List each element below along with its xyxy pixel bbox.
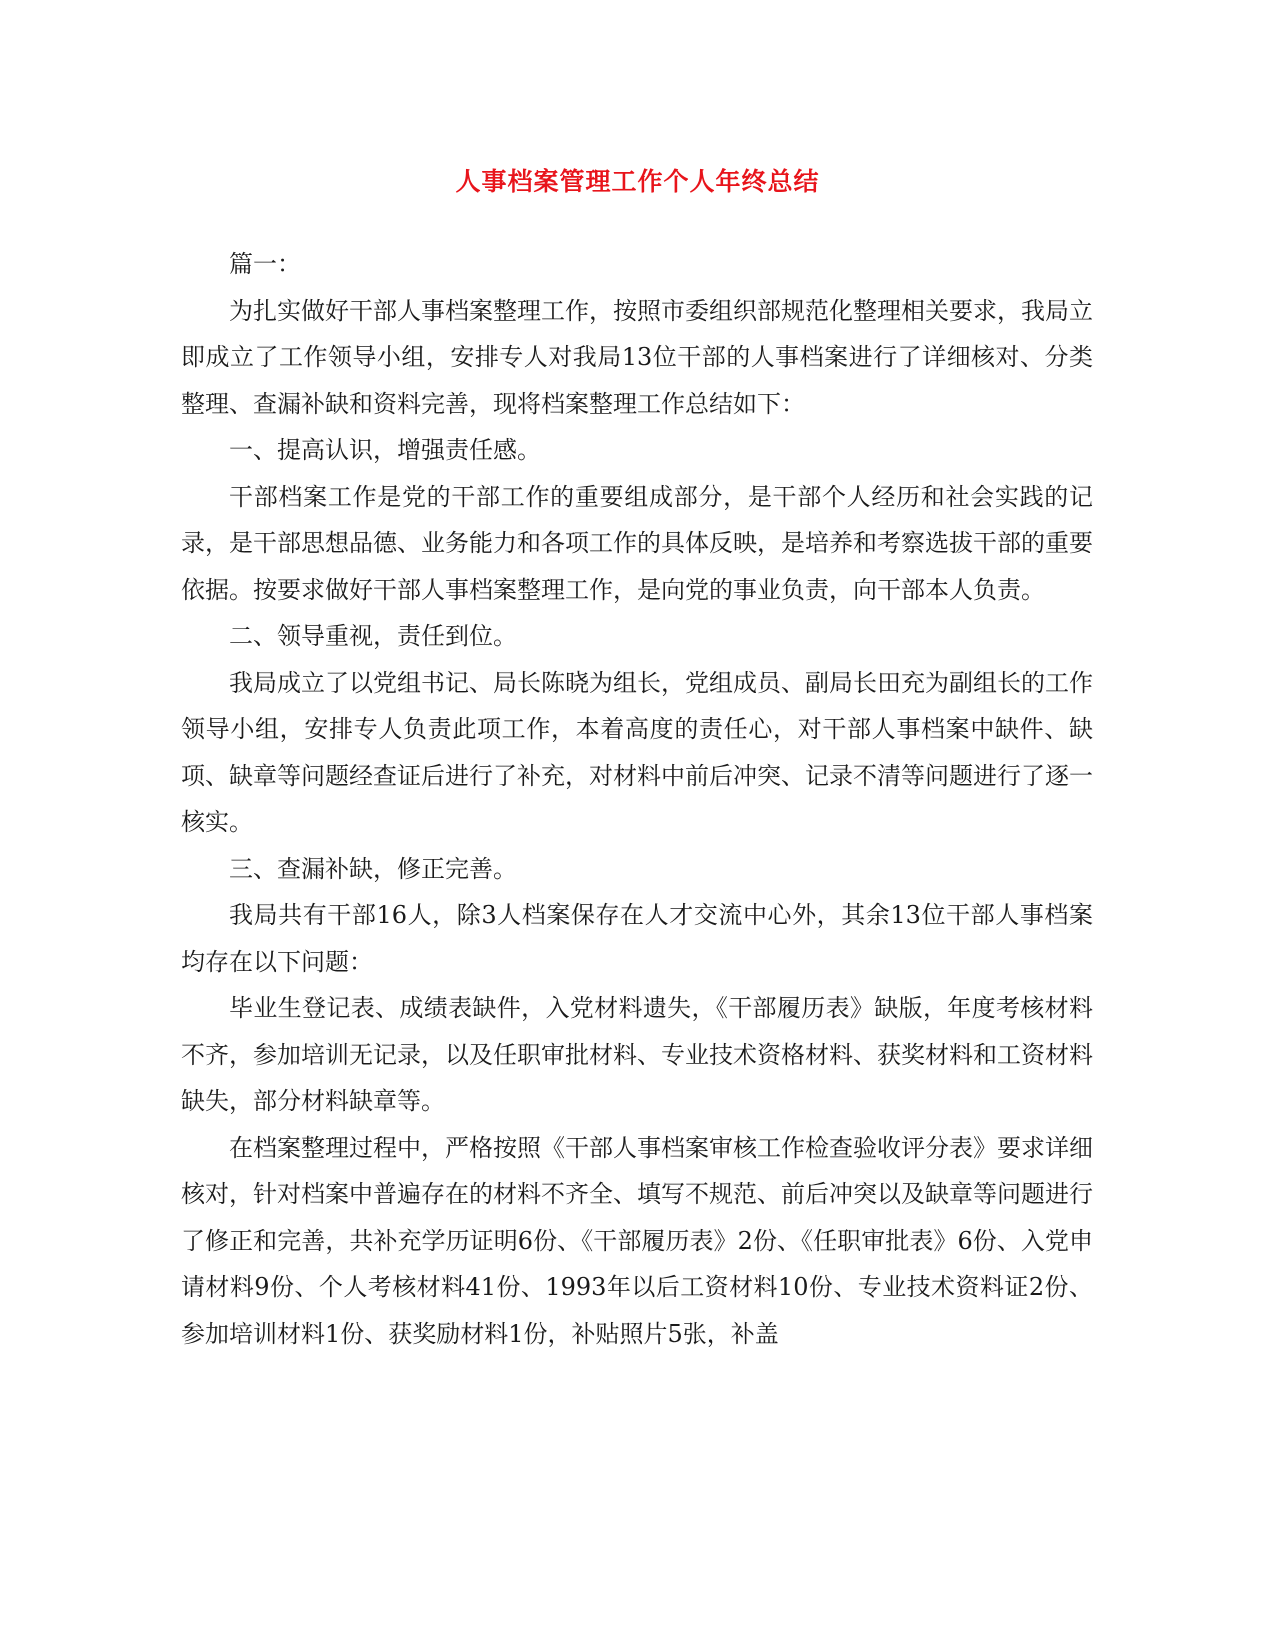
- paragraph: 我局共有干部16人，除3人档案保存在人才交流中心外，其余13位干部人事档案均存在以下问题：: [181, 901, 1093, 976]
- paragraph: 毕业生登记表、成绩表缺件，入党材料遗失，《干部履历表》缺版，年度考核材料不齐，参加培训无记录，以及任职审批材料、专业技术资格材料、获奖材料和工资材料缺失，部分材料缺章等。: [181, 994, 1093, 1115]
- paragraph: 干部档案工作是党的干部工作的重要组成部分，是干部个人经历和社会实践的记录，是干部思想品德、业务能力和各项工作的具体反映，是培养和考察选拔干部的重要依据。按要求做好干部人事档案整理工作，是向党的事业负责，向干部本人负责。: [181, 482, 1093, 604]
- paragraph-section-label: 篇一：: [229, 250, 301, 278]
- paragraph-heading: 三、查漏补缺，修正完善。: [229, 854, 517, 883]
- paragraph-heading: 二、领导重视，责任到位。: [229, 622, 517, 650]
- paragraph: 我局成立了以党组书记、局长陈晓为组长，党组成员、副局长田充为副组长的工作领导小组，安排专人负责此项工作，本着高度的责任心，对干部人事档案中缺件、缺项、缺章等问题经查证后进行了补充，对材料中前后冲突、记录不清等问题进行了逐一核实。: [181, 668, 1093, 836]
- paragraph: 为扎实做好干部人事档案整理工作，按照市委组织部规范化整理相关要求，我局立即成立了工作领导小组，安排专人对我局13位干部的人事档案进行了详细核对、分类整理、查漏补缺和资料完善，现将档案整理工作总结如下：: [181, 296, 1093, 418]
- document-body: [181, 241, 1093, 1357]
- document-title: 人事档案管理工作个人年终总结: [455, 167, 820, 196]
- paragraph: 在档案整理过程中，严格按照《干部人事档案审核工作检查验收评分表》要求详细核对，针对档案中普遍存在的材料不齐全、填写不规范、前后冲突以及缺章等问题进行了修正和完善，共补充学历证明6份、《干部履历表》2份、《任职审批表》6份、入党申请材料9份、个人考核材料41份、1993年以后工资材料10份、专业技术资料证2份、参加培训材料1份、获奖励材料1份，补贴照片5张，补盖: [181, 1133, 1093, 1348]
- paragraph-heading: 一、提高认识，增强责任感。: [229, 436, 541, 464]
